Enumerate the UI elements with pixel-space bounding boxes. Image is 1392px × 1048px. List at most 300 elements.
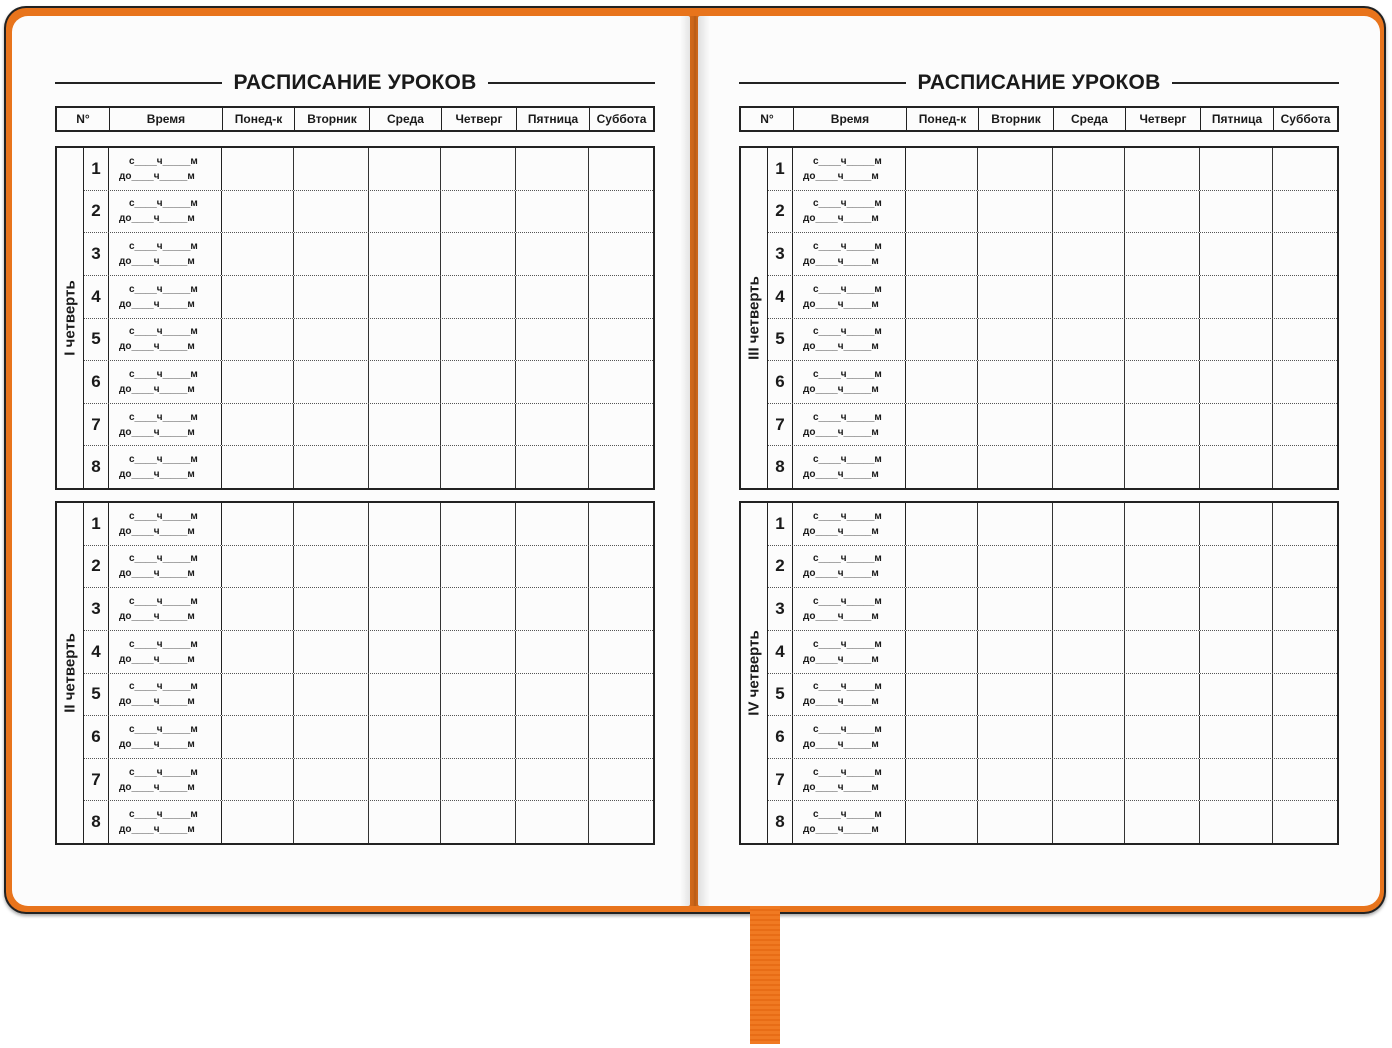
time-from[interactable]: с____ч_____м (813, 155, 882, 167)
day-cell[interactable] (441, 588, 516, 630)
day-cell[interactable] (1273, 446, 1337, 488)
day-cell[interactable] (222, 588, 294, 630)
day-cell[interactable] (516, 446, 589, 488)
time-from[interactable]: с____ч_____м (129, 326, 198, 338)
time-field[interactable] (109, 319, 222, 361)
day-cell[interactable] (369, 503, 441, 545)
time-field[interactable] (793, 674, 906, 716)
time-from[interactable]: с____ч_____м (813, 283, 882, 295)
time-field[interactable] (793, 404, 906, 446)
day-cell[interactable] (906, 588, 978, 630)
day-cell[interactable] (1125, 148, 1200, 190)
day-cell[interactable] (441, 546, 516, 588)
day-cell[interactable] (441, 674, 516, 716)
time-field[interactable] (793, 759, 906, 801)
day-cell[interactable] (1273, 148, 1337, 190)
day-cell[interactable] (1273, 404, 1337, 446)
day-cell[interactable] (589, 503, 653, 545)
time-field[interactable] (109, 801, 222, 843)
time-to[interactable]: до____ч_____м (119, 696, 195, 708)
day-cell[interactable] (1273, 716, 1337, 758)
day-cell[interactable] (1125, 716, 1200, 758)
day-cell[interactable] (222, 191, 294, 233)
time-field[interactable] (793, 148, 906, 190)
day-cell[interactable] (294, 276, 369, 318)
time-to[interactable]: до____ч_____м (119, 824, 195, 836)
time-to[interactable]: до____ч_____м (119, 568, 195, 580)
time-field[interactable] (109, 716, 222, 758)
day-cell[interactable] (978, 276, 1053, 318)
day-cell[interactable] (369, 404, 441, 446)
day-cell[interactable] (1053, 319, 1125, 361)
day-cell[interactable] (441, 404, 516, 446)
time-to[interactable]: до____ч_____м (803, 256, 879, 268)
day-cell[interactable] (516, 716, 589, 758)
time-to[interactable]: до____ч_____м (803, 426, 879, 438)
time-to[interactable]: до____ч_____м (803, 341, 879, 353)
day-cell[interactable] (369, 759, 441, 801)
lesson-rows (84, 503, 653, 843)
day-cell[interactable] (516, 588, 589, 630)
time-field[interactable] (109, 404, 222, 446)
day-cell[interactable] (1053, 588, 1125, 630)
day-cell[interactable] (441, 233, 516, 275)
day-cell[interactable] (1053, 276, 1125, 318)
day-cell[interactable] (369, 276, 441, 318)
day-cell[interactable] (369, 801, 441, 843)
day-cell[interactable] (1125, 276, 1200, 318)
day-cell[interactable] (1053, 446, 1125, 488)
day-cell[interactable] (1200, 759, 1273, 801)
lesson-row (768, 674, 1337, 717)
day-cell[interactable] (294, 319, 369, 361)
day-cell[interactable] (978, 404, 1053, 446)
time-to[interactable]: до____ч_____м (119, 653, 195, 665)
day-cell[interactable] (1125, 759, 1200, 801)
day-cell[interactable] (589, 404, 653, 446)
day-cell[interactable] (294, 404, 369, 446)
time-field[interactable] (109, 759, 222, 801)
day-cell[interactable] (369, 546, 441, 588)
day-cell[interactable] (441, 319, 516, 361)
time-from[interactable]: с____ч_____м (129, 454, 198, 466)
day-cell[interactable] (1125, 631, 1200, 673)
day-cell[interactable] (1200, 446, 1273, 488)
day-cell[interactable] (1053, 759, 1125, 801)
time-to[interactable]: до____ч_____м (119, 341, 195, 353)
time-from[interactable]: с____ч_____м (129, 155, 198, 167)
day-cell[interactable] (1053, 404, 1125, 446)
day-cell[interactable] (978, 233, 1053, 275)
time-from[interactable]: с____ч_____м (129, 809, 198, 821)
day-cell[interactable] (1053, 148, 1125, 190)
time-from[interactable]: с____ч_____м (129, 723, 198, 735)
day-cell[interactable] (441, 759, 516, 801)
time-from[interactable]: с____ч_____м (813, 198, 882, 210)
time-field[interactable] (793, 546, 906, 588)
day-cell[interactable] (978, 361, 1053, 403)
lesson-row (84, 446, 653, 488)
day-cell[interactable] (1200, 276, 1273, 318)
time-field[interactable] (109, 276, 222, 318)
day-cell[interactable] (906, 148, 978, 190)
time-from[interactable]: с____ч_____м (813, 766, 882, 778)
time-to[interactable]: до____ч_____м (803, 653, 879, 665)
day-cell[interactable] (516, 276, 589, 318)
time-from[interactable]: с____ч_____м (813, 596, 882, 608)
day-cell[interactable] (1200, 233, 1273, 275)
time-to[interactable]: до____ч_____м (803, 611, 879, 623)
time-field[interactable] (109, 361, 222, 403)
time-to[interactable]: до____ч_____м (119, 611, 195, 623)
day-cell[interactable] (1273, 801, 1337, 843)
time-to[interactable]: до____ч_____м (803, 781, 879, 793)
day-cell[interactable] (1273, 759, 1337, 801)
day-cell[interactable] (1273, 361, 1337, 403)
day-cell[interactable] (1200, 319, 1273, 361)
day-cell[interactable] (589, 716, 653, 758)
day-cell[interactable] (369, 148, 441, 190)
time-to[interactable]: до____ч_____м (119, 298, 195, 310)
day-cell[interactable] (1053, 546, 1125, 588)
time-to[interactable]: до____ч_____м (119, 738, 195, 750)
day-cell[interactable] (978, 319, 1053, 361)
time-field[interactable] (793, 503, 906, 545)
day-cell[interactable] (294, 801, 369, 843)
day-cell[interactable] (516, 631, 589, 673)
day-cell[interactable] (978, 716, 1053, 758)
day-cell[interactable] (1053, 716, 1125, 758)
time-field[interactable] (109, 191, 222, 233)
quarter-block (55, 146, 655, 490)
day-cell[interactable] (516, 319, 589, 361)
day-cell[interactable] (906, 446, 978, 488)
day-cell[interactable] (1053, 674, 1125, 716)
day-cell[interactable] (441, 716, 516, 758)
time-from[interactable]: с____ч_____м (129, 241, 198, 253)
time-field[interactable] (793, 361, 906, 403)
header-time: Время (794, 108, 907, 130)
day-cell[interactable] (222, 446, 294, 488)
day-cell[interactable] (369, 446, 441, 488)
day-cell[interactable] (1273, 191, 1337, 233)
day-cell[interactable] (1273, 631, 1337, 673)
day-cell[interactable] (1125, 191, 1200, 233)
time-from[interactable]: с____ч_____м (129, 553, 198, 565)
day-cell[interactable] (1273, 674, 1337, 716)
day-cell[interactable] (222, 716, 294, 758)
time-from[interactable]: с____ч_____м (129, 638, 198, 650)
time-to[interactable]: до____ч_____м (119, 781, 195, 793)
time-field[interactable] (793, 233, 906, 275)
day-cell[interactable] (1125, 588, 1200, 630)
day-cell[interactable] (441, 503, 516, 545)
day-cell[interactable] (369, 631, 441, 673)
day-cell[interactable] (906, 233, 978, 275)
day-cell[interactable] (294, 191, 369, 233)
day-cell[interactable] (589, 588, 653, 630)
day-cell[interactable] (589, 446, 653, 488)
day-cell[interactable] (589, 546, 653, 588)
day-cell[interactable] (906, 674, 978, 716)
day-cell[interactable] (589, 361, 653, 403)
day-cell[interactable] (294, 446, 369, 488)
lesson-number: 3 (84, 233, 109, 275)
time-from[interactable]: с____ч_____м (813, 454, 882, 466)
header-time: Время (110, 108, 223, 130)
lesson-number: 1 (768, 148, 793, 190)
time-from[interactable]: с____ч_____м (129, 198, 198, 210)
day-cell[interactable] (1200, 546, 1273, 588)
day-cell[interactable] (1200, 631, 1273, 673)
time-field[interactable] (109, 546, 222, 588)
day-cell[interactable] (294, 546, 369, 588)
day-cell[interactable] (1125, 801, 1200, 843)
time-to[interactable]: до____ч_____м (119, 256, 195, 268)
time-from[interactable]: с____ч_____м (813, 241, 882, 253)
day-cell[interactable] (589, 759, 653, 801)
time-from[interactable]: с____ч_____м (129, 596, 198, 608)
day-cell[interactable] (516, 546, 589, 588)
time-field[interactable] (109, 148, 222, 190)
day-cell[interactable] (978, 148, 1053, 190)
day-cell[interactable] (516, 148, 589, 190)
day-cell[interactable] (1200, 148, 1273, 190)
day-cell[interactable] (294, 759, 369, 801)
day-cell[interactable] (978, 674, 1053, 716)
day-cell[interactable] (906, 319, 978, 361)
time-from[interactable]: с____ч_____м (813, 809, 882, 821)
day-cell[interactable] (294, 674, 369, 716)
time-to[interactable]: до____ч_____м (803, 383, 879, 395)
lesson-number: 8 (768, 446, 793, 488)
time-to[interactable]: до____ч_____м (803, 469, 879, 481)
day-cell[interactable] (441, 276, 516, 318)
day-cell[interactable] (516, 674, 589, 716)
day-cell[interactable] (589, 233, 653, 275)
day-cell[interactable] (978, 588, 1053, 630)
day-cell[interactable] (516, 404, 589, 446)
time-to[interactable]: до____ч_____м (803, 213, 879, 225)
day-cell[interactable] (369, 588, 441, 630)
day-cell[interactable] (589, 631, 653, 673)
day-cell[interactable] (1125, 674, 1200, 716)
day-cell[interactable] (222, 674, 294, 716)
time-field[interactable] (793, 276, 906, 318)
time-field[interactable] (109, 503, 222, 545)
day-cell[interactable] (294, 233, 369, 275)
day-cell[interactable] (516, 503, 589, 545)
time-from[interactable]: с____ч_____м (129, 510, 198, 522)
day-cell[interactable] (978, 759, 1053, 801)
time-field[interactable] (793, 716, 906, 758)
day-cell[interactable] (978, 191, 1053, 233)
day-cell[interactable] (906, 716, 978, 758)
day-cell[interactable] (1200, 361, 1273, 403)
day-cell[interactable] (906, 631, 978, 673)
day-cell[interactable] (516, 759, 589, 801)
day-cell[interactable] (294, 588, 369, 630)
day-cell[interactable] (906, 361, 978, 403)
day-cell[interactable] (294, 716, 369, 758)
time-to[interactable]: до____ч_____м (119, 469, 195, 481)
day-cell[interactable] (906, 503, 978, 545)
time-to[interactable]: до____ч_____м (803, 525, 879, 537)
day-cell[interactable] (589, 319, 653, 361)
time-to[interactable]: до____ч_____м (803, 696, 879, 708)
day-cell[interactable] (1125, 361, 1200, 403)
day-cell[interactable] (516, 191, 589, 233)
quarter-block (739, 501, 1339, 845)
day-cell[interactable] (1200, 191, 1273, 233)
day-cell[interactable] (1125, 233, 1200, 275)
day-cell[interactable] (441, 446, 516, 488)
time-to[interactable]: до____ч_____м (119, 525, 195, 537)
day-cell[interactable] (1125, 404, 1200, 446)
time-field[interactable] (109, 446, 222, 488)
day-cell[interactable] (441, 191, 516, 233)
time-from[interactable]: с____ч_____м (813, 723, 882, 735)
day-cell[interactable] (1200, 716, 1273, 758)
time-to[interactable]: до____ч_____м (119, 213, 195, 225)
time-field[interactable] (109, 674, 222, 716)
day-cell[interactable] (222, 801, 294, 843)
day-cell[interactable] (1125, 503, 1200, 545)
time-to[interactable]: до____ч_____м (119, 383, 195, 395)
time-from[interactable]: с____ч_____м (813, 411, 882, 423)
time-from[interactable]: с____ч_____м (813, 368, 882, 380)
time-from[interactable]: с____ч_____м (129, 411, 198, 423)
day-cell[interactable] (369, 319, 441, 361)
day-cell[interactable] (589, 148, 653, 190)
time-from[interactable]: с____ч_____м (129, 283, 198, 295)
day-cell[interactable] (906, 276, 978, 318)
time-field[interactable] (793, 801, 906, 843)
day-cell[interactable] (222, 503, 294, 545)
day-cell[interactable] (222, 319, 294, 361)
day-cell[interactable] (1273, 276, 1337, 318)
day-cell[interactable] (906, 759, 978, 801)
day-cell[interactable] (589, 276, 653, 318)
day-cell[interactable] (516, 361, 589, 403)
lesson-number: 5 (84, 319, 109, 361)
day-cell[interactable] (222, 276, 294, 318)
day-cell[interactable] (369, 233, 441, 275)
day-cell[interactable] (1053, 361, 1125, 403)
day-cell[interactable] (1200, 404, 1273, 446)
time-from[interactable]: с____ч_____м (813, 326, 882, 338)
day-cell[interactable] (978, 631, 1053, 673)
day-cell[interactable] (294, 503, 369, 545)
lesson-row (768, 361, 1337, 404)
day-cell[interactable] (369, 191, 441, 233)
day-cell[interactable] (441, 361, 516, 403)
day-cell[interactable] (369, 361, 441, 403)
time-field[interactable] (109, 631, 222, 673)
day-cell[interactable] (1200, 801, 1273, 843)
day-cell[interactable] (441, 148, 516, 190)
time-from[interactable]: с____ч_____м (129, 368, 198, 380)
time-from[interactable]: с____ч_____м (813, 681, 882, 693)
day-cell[interactable] (589, 191, 653, 233)
day-cell[interactable] (1273, 319, 1337, 361)
day-cell[interactable] (978, 546, 1053, 588)
day-cell[interactable] (441, 631, 516, 673)
time-field[interactable] (109, 588, 222, 630)
time-to[interactable]: до____ч_____м (803, 170, 879, 182)
time-to[interactable]: до____ч_____м (803, 568, 879, 580)
day-cell[interactable] (1053, 233, 1125, 275)
day-cell[interactable] (906, 546, 978, 588)
day-cell[interactable] (516, 233, 589, 275)
time-to[interactable]: до____ч_____м (119, 426, 195, 438)
day-cell[interactable] (369, 674, 441, 716)
day-cell[interactable] (222, 233, 294, 275)
day-cell[interactable] (1125, 546, 1200, 588)
time-from[interactable]: с____ч_____м (129, 681, 198, 693)
day-cell[interactable] (1053, 631, 1125, 673)
day-cell[interactable] (1053, 191, 1125, 233)
day-cell[interactable] (222, 759, 294, 801)
day-cell[interactable] (516, 801, 589, 843)
day-cell[interactable] (1273, 546, 1337, 588)
time-field[interactable] (793, 631, 906, 673)
day-cell[interactable] (1273, 233, 1337, 275)
day-cell[interactable] (1125, 319, 1200, 361)
day-cell[interactable] (906, 404, 978, 446)
day-cell[interactable] (1273, 588, 1337, 630)
day-cell[interactable] (906, 191, 978, 233)
time-to[interactable]: до____ч_____м (119, 170, 195, 182)
time-to[interactable]: до____ч_____м (803, 298, 879, 310)
day-cell[interactable] (1273, 503, 1337, 545)
day-cell[interactable] (906, 801, 978, 843)
time-to[interactable]: до____ч_____м (803, 824, 879, 836)
day-cell[interactable] (369, 716, 441, 758)
day-cell[interactable] (222, 631, 294, 673)
time-from[interactable]: с____ч_____м (813, 553, 882, 565)
day-cell[interactable] (978, 503, 1053, 545)
day-cell[interactable] (1200, 503, 1273, 545)
time-field[interactable] (793, 446, 906, 488)
day-cell[interactable] (1125, 446, 1200, 488)
day-cell[interactable] (294, 361, 369, 403)
time-from[interactable]: с____ч_____м (129, 766, 198, 778)
day-cell[interactable] (222, 361, 294, 403)
time-from[interactable]: с____ч_____м (813, 510, 882, 522)
day-cell[interactable] (222, 404, 294, 446)
time-field[interactable] (109, 233, 222, 275)
time-field[interactable] (793, 191, 906, 233)
day-cell[interactable] (589, 801, 653, 843)
day-cell[interactable] (294, 148, 369, 190)
time-field[interactable] (793, 588, 906, 630)
day-cell[interactable] (978, 801, 1053, 843)
time-to[interactable]: до____ч_____м (803, 738, 879, 750)
day-cell[interactable] (222, 148, 294, 190)
day-cell[interactable] (1053, 801, 1125, 843)
day-cell[interactable] (1200, 674, 1273, 716)
day-cell[interactable] (1200, 588, 1273, 630)
day-cell[interactable] (1053, 503, 1125, 545)
day-cell[interactable] (589, 674, 653, 716)
day-cell[interactable] (441, 801, 516, 843)
day-cell[interactable] (222, 546, 294, 588)
day-cell[interactable] (294, 631, 369, 673)
time-field[interactable] (793, 319, 906, 361)
time-from[interactable]: с____ч_____м (813, 638, 882, 650)
day-cell[interactable] (978, 446, 1053, 488)
